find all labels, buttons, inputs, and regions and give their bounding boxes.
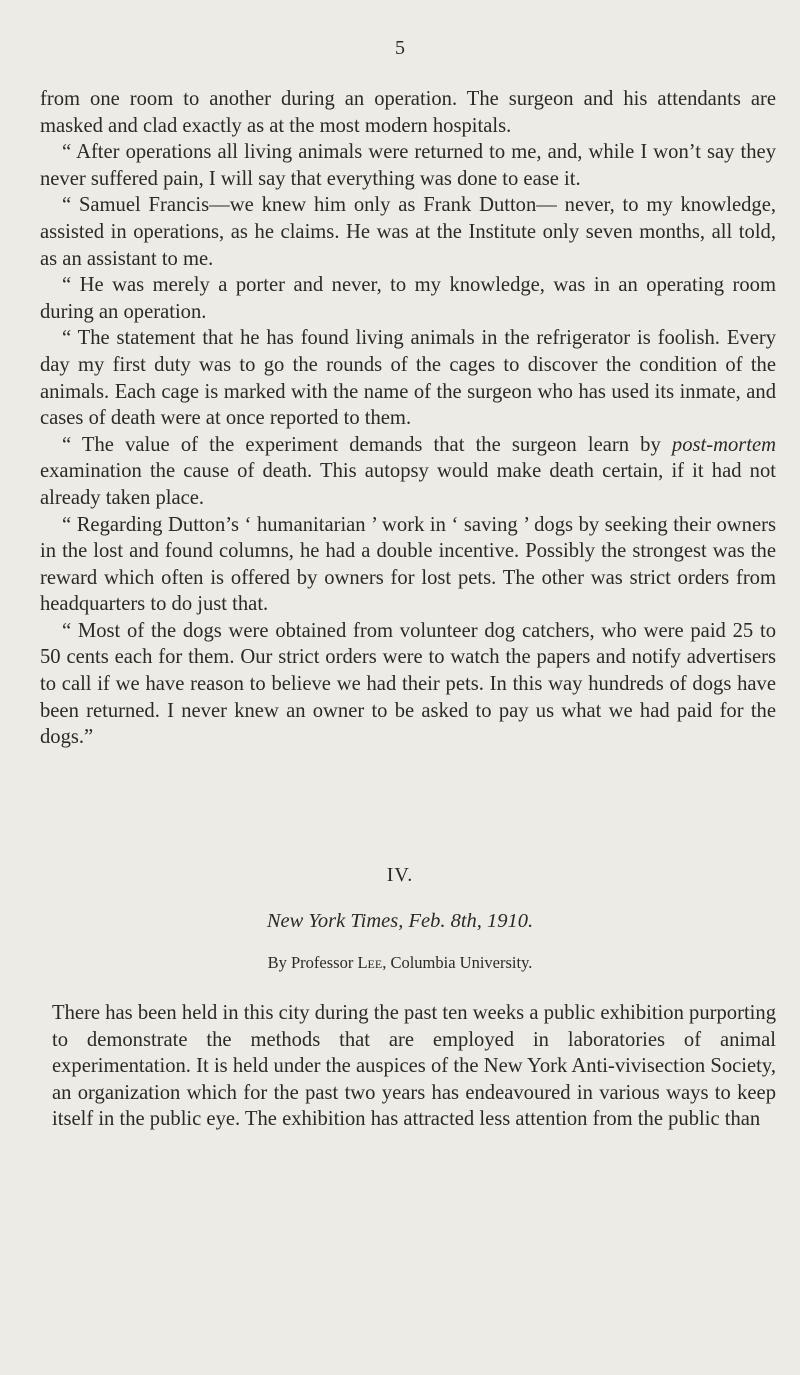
byline-suffix: , Columbia University. <box>382 953 533 972</box>
byline-prefix: By Professor <box>267 953 358 972</box>
paragraph-text: “ The value of the experiment demands that the surgeon learn by <box>62 433 672 456</box>
article-body <box>40 86 776 751</box>
paragraph: “ Regarding Dutton’s ‘ humanitarian ’ work in ‘ saving ’ dogs by seeking their owners in the lost and found columns, he had a double incentive. Possibly the strongest was the reward which often is offered by owners for lost pets. The other was strict orders from headquarters to do just that. <box>40 513 776 616</box>
byline <box>0 952 800 974</box>
paragraph: “ He was merely a porter and never, to my knowledge, was in an operating room during an operation. <box>40 274 776 323</box>
paragraph: “ The statement that he has found living animals in the refrigerator is foolish. Every day my first duty was to go the rounds of the cages to discover the condition of the animals. Each cage is marked with the name of the surgeon who has used its inmate, and cases of death were at once reported to them. <box>40 327 776 430</box>
paragraph-autopsy <box>40 432 776 512</box>
section-heading: IV. <box>386 864 414 886</box>
paragraph: “ After operations all living animals were returned to me, and, while I won’t say they never suffered pain, I will say that everything was done to ease it. <box>40 141 776 190</box>
paragraph: There has been held in this city during the past ten weeks a public exhibition purporting to demonstrate the methods that are employed in laboratories of animal experimentation. It is held under the auspices of the New York Anti-vivisection Society, an organization which for the past two years has endeavoured in various ways to keep itself in the public eye. The exhibition has attracted less attention from the public than <box>52 1002 776 1131</box>
italic-term: post-mortem <box>671 433 776 456</box>
byline-author: Lee <box>357 953 383 972</box>
section-body <box>52 1000 776 1133</box>
source-citation: New York Times, Feb. 8th, 1910. <box>266 910 534 932</box>
paragraph: “ Most of the dogs were obtained from volunteer dog catchers, who were paid 25 to 50 cents each for them. Our strict orders were to watch the papers and notify advertisers to call if we have reason to believe we had their pets. In this way hundreds of dogs have been returned. I never knew an owner to be asked to pay us what we had paid for the dogs.” <box>40 619 776 749</box>
page-number: 5 <box>395 37 405 59</box>
paragraph: “ Samuel Francis—we knew him only as Frank Dutton— never, to my knowledge, assisted in operations, as he claims. He was at the Institute only seven months, all told, as an assistant to me. <box>40 194 776 270</box>
paragraph: from one room to another during an operation. The surgeon and his attendants are masked and clad exactly as at the most modern hospitals. <box>40 88 776 137</box>
paragraph-text: examination the cause of death. This autopsy would make death certain, if it had not already taken place. <box>40 460 776 509</box>
